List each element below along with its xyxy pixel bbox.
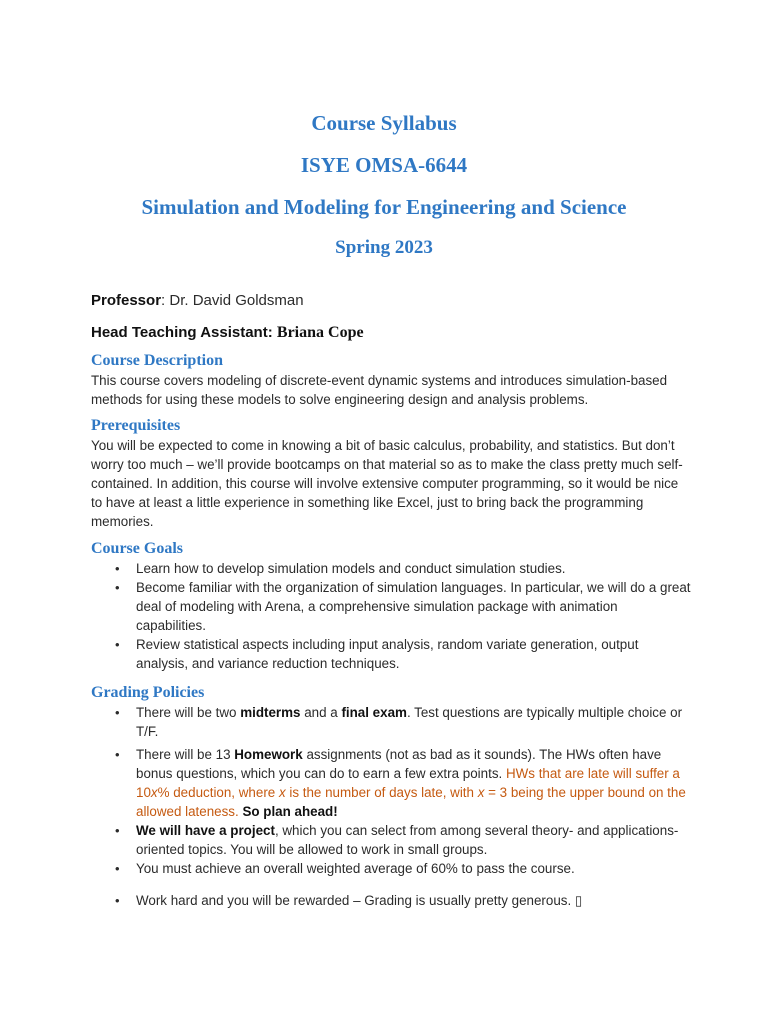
bullet: •	[115, 637, 120, 652]
prerequisites-text: You will be expected to come in knowing a bit of basic calculus, probability, and statistics. But don’t worry too much – we’ll provide bootcamps on that material so as to make the class pretty much self-contained. In addition, this course will involve extensive computer programming, so it would be nice to have at least a little experience in something like Excel, just to bring back the programming memories.	[91, 438, 683, 529]
grading-policies-list	[91, 703, 691, 910]
syllabus-content	[91, 291, 691, 910]
head-ta-name: Briana Cope	[276, 324, 364, 341]
list-item	[115, 635, 691, 673]
title-block	[0, 108, 768, 262]
list-item: • We will have a project, which you can select from among several theory- and applications-oriented topics. You will be allowed to work in small groups.	[115, 823, 679, 857]
bullet: •	[115, 823, 120, 838]
course-goals-list	[91, 559, 691, 673]
bullet: •	[115, 747, 120, 762]
bullet: •	[115, 705, 120, 720]
course-description-heading: Course Description	[91, 352, 223, 369]
list-item: • There will be two midterms and a final exam. Test questions are typically multiple choice or T/F.	[115, 705, 683, 739]
goal-text: Learn how to develop simulation models and conduct simulation studies.	[136, 561, 566, 576]
bullet: •	[115, 561, 120, 576]
smiley-icon: ▯	[574, 893, 583, 908]
goal-text: Review statistical aspects including input analysis, random variate generation, output analysis, and variance reduction techniques.	[136, 637, 639, 671]
course-code: ISYE OMSA-6644	[300, 153, 468, 177]
bullet: •	[115, 861, 120, 876]
list-item: • You must achieve an overall weighted average of 60% to pass the course.	[115, 861, 575, 876]
grading-policies-heading: Grading Policies	[91, 684, 205, 701]
term: Spring 2023	[335, 237, 433, 258]
professor-line	[91, 291, 691, 311]
professor-value: : Dr. David Goldsman	[161, 292, 304, 309]
late-policy-text: HWs that are late will suffer a 10	[136, 766, 680, 800]
prerequisites-heading: Prerequisites	[91, 417, 181, 434]
doc-title: Course Syllabus	[311, 111, 457, 135]
goal-text: Become familiar with the organization of simulation languages. In particular, we will do a great deal of modeling with Arena, a comprehensive simulation package with animation capabilities.	[136, 580, 691, 633]
bullet: •	[115, 580, 120, 595]
course-description-text: This course covers modeling of discrete-event dynamic systems and introduces simulation-based methods for using these models to solve engineering design and analysis problems.	[91, 373, 668, 407]
course-name: Simulation and Modeling for Engineering and Science	[141, 195, 627, 219]
head-ta-label: Head Teaching Assistant	[91, 324, 268, 341]
list-item	[115, 559, 691, 578]
head-ta-line	[91, 323, 691, 343]
professor-label: Professor	[91, 292, 162, 309]
bullet: •	[115, 893, 120, 908]
list-item: • Work hard and you will be rewarded – Grading is usually pretty generous. ▯	[115, 893, 583, 908]
course-goals-heading: Course Goals	[91, 540, 183, 557]
list-item	[115, 578, 691, 635]
list-item: • There will be 13 Homework assignments (not as bad as it sounds). The HWs often have bonus questions, which you can do to earn a few extra points. HWs that are late will suffer a 10x% deduction, where x is the number of days late, with x = 3 being the upper bound on the allowed lateness. So plan ahead!	[115, 747, 686, 819]
head-ta-colon: :	[267, 324, 277, 341]
